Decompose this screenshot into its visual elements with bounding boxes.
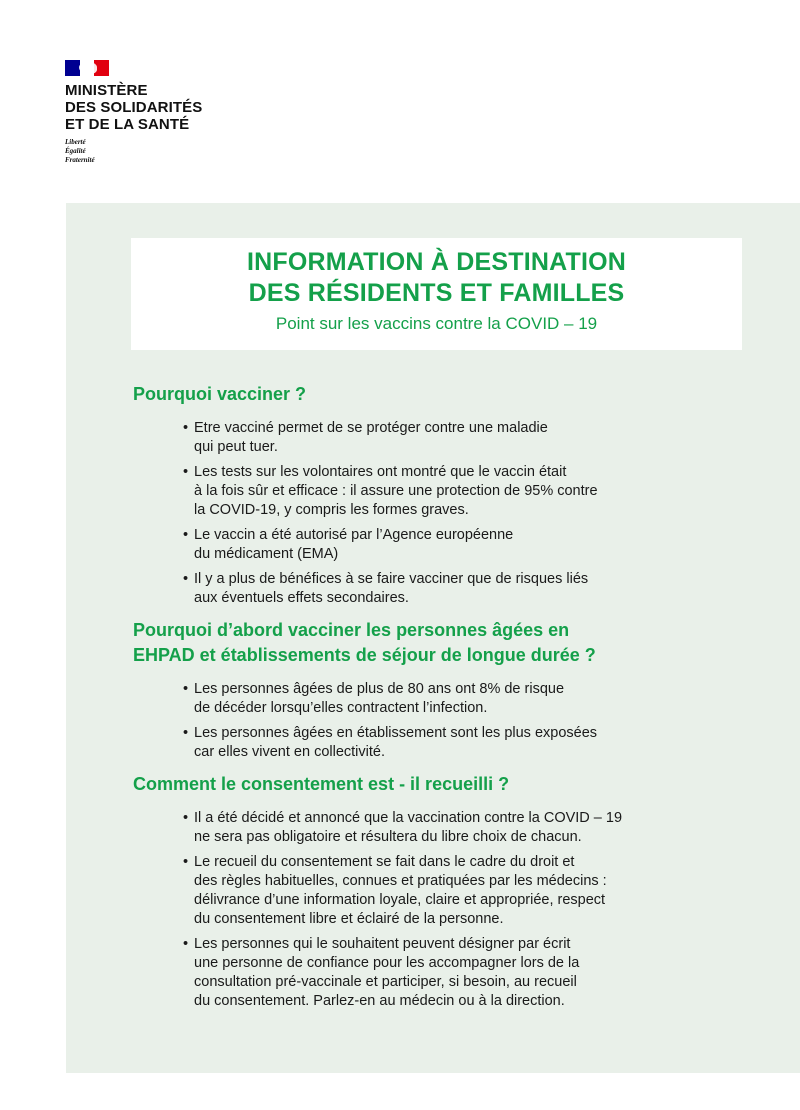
list-item-line: • Les personnes qui le souhaitent peuvent désigner par écrit xyxy=(194,936,571,952)
list-item xyxy=(183,935,753,1011)
bullet-list xyxy=(133,419,753,608)
marianne-flag-icon xyxy=(65,60,109,76)
list-item-line: aux éventuels effets secondaires. xyxy=(194,590,409,606)
list-item-line: • Les tests sur les volontaires ont montré que le vaccin était xyxy=(194,464,567,480)
list-item xyxy=(183,724,753,762)
list-item-line: délivrance d’une information loyale, claire et appropriée, respect xyxy=(194,892,606,908)
section-consent xyxy=(133,772,753,1011)
list-item xyxy=(183,809,753,847)
list-item-line: car elles vivent en collectivité. xyxy=(194,744,385,760)
heading-line: Comment le consentement est - il recueilli ? xyxy=(133,774,510,794)
list-item-line: consultation pré-vaccinale et participer, si besoin, au recueil xyxy=(194,974,577,990)
list-item xyxy=(183,680,753,718)
section-heading xyxy=(133,382,753,407)
bullet-list xyxy=(133,809,753,1011)
list-item-line: qui peut tuer. xyxy=(194,439,278,455)
ministry-logo xyxy=(65,60,202,165)
section-why-elderly-first xyxy=(133,618,753,762)
list-item xyxy=(183,853,753,929)
heading-line: EHPAD et établissements de séjour de longue durée ? xyxy=(133,645,596,665)
content-sections xyxy=(133,382,753,1021)
heading-line: Pourquoi d’abord vacciner les personnes âgées en xyxy=(133,620,570,640)
ministry-name-line: ET DE LA SANTÉ xyxy=(65,116,190,133)
list-item xyxy=(183,463,753,520)
list-item xyxy=(183,419,753,457)
ministry-name-line: DES SOLIDARITÉS xyxy=(65,99,203,116)
list-item-line: • Le vaccin a été autorisé par l’Agence européenne xyxy=(194,527,514,543)
motto-line: Égalité xyxy=(65,147,86,155)
motto-line: Fraternité xyxy=(65,156,95,164)
list-item-line: de décéder lorsqu’elles contractent l’infection. xyxy=(194,700,488,716)
list-item-line: à la fois sûr et efficace : il assure une protection de 95% contre xyxy=(194,483,598,499)
list-item-line: • Le recueil du consentement se fait dans le cadre du droit et xyxy=(194,854,575,870)
list-item-line: du consentement. Parlez-en au médecin ou à la direction. xyxy=(194,993,565,1009)
title-line: DES RÉSIDENTS ET FAMILLES xyxy=(248,279,625,307)
title-box xyxy=(131,238,742,350)
section-heading xyxy=(133,772,753,797)
list-item-line: ne sera pas obligatoire et résultera du libre choix de chacun. xyxy=(194,829,582,845)
list-item-line: • Les personnes âgées de plus de 80 ans ont 8% de risque xyxy=(194,681,565,697)
list-item-line: du médicament (EMA) xyxy=(194,546,339,562)
page-subtitle: Point sur les vaccins contre la COVID – 19 xyxy=(275,314,598,333)
ministry-name xyxy=(65,82,202,133)
list-item-line: • Il a été décidé et annoncé que la vaccination contre la COVID – 19 xyxy=(194,810,623,826)
list-item-line: la COVID-19, y compris les formes graves. xyxy=(194,502,469,518)
list-item-line: • Etre vacciné permet de se protéger contre une maladie xyxy=(194,420,548,436)
list-item-line: une personne de confiance pour les accompagner lors de la xyxy=(194,955,580,971)
list-item-line: des règles habituelles, connues et pratiquées par les médecins : xyxy=(194,873,607,889)
republic-motto xyxy=(65,138,202,165)
motto-line: Liberté xyxy=(65,138,86,146)
list-item xyxy=(183,570,753,608)
heading-line: Pourquoi vacciner ? xyxy=(133,384,307,404)
bullet-list xyxy=(133,680,753,762)
ministry-name-line: MINISTÈRE xyxy=(65,82,148,99)
page-title xyxy=(131,247,742,309)
section-heading xyxy=(133,618,753,668)
section-why-vaccinate xyxy=(133,382,753,608)
list-item-line: • Les personnes âgées en établissement sont les plus exposées xyxy=(194,725,598,741)
list-item xyxy=(183,526,753,564)
list-item-line: du consentement libre et éclairé de la personne. xyxy=(194,911,504,927)
title-line: INFORMATION À DESTINATION xyxy=(246,248,627,276)
list-item-line: • Il y a plus de bénéfices à se faire vacciner que de risques liés xyxy=(194,571,589,587)
